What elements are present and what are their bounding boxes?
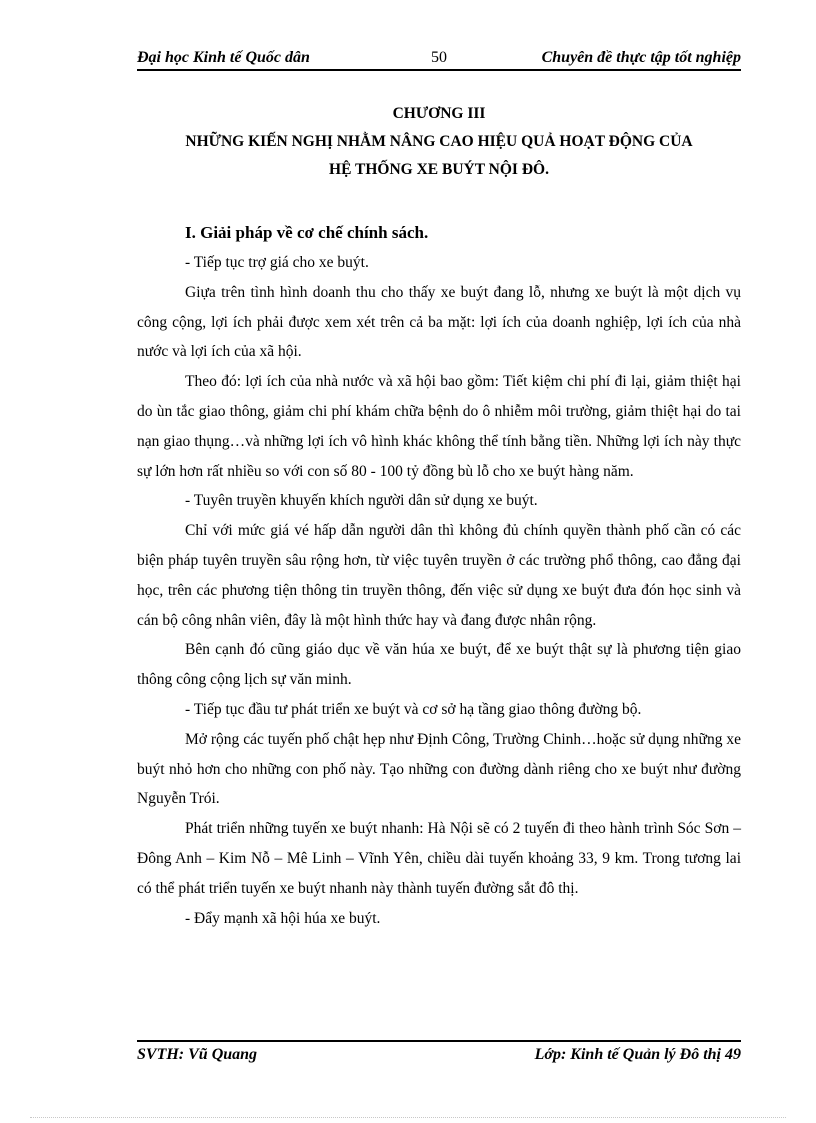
chapter-label: CHƯƠNG III [392, 105, 486, 122]
paragraph: - Tiếp tục trợ giá cho xe buýt. [185, 254, 369, 271]
chapter-title-block [137, 100, 741, 184]
paragraph: Chỉ với mức giá vé hấp dẫn người dân thì không đủ chính quyền thành phố cần có các biện pháp tuyên truyền sâu rộng hơn, từ việc tuyên truyền ở các trường phổ thông, cao đẳng đại học, trên các phương tiện thông tin truyền thông, đến việc sử dụng xe buýt đưa đón học sinh và cán bộ công nhân viên, đây là một hình thức hay và đang được nhân rộng. [137, 522, 741, 629]
footer-student: SVTH: Vũ Quang [137, 1046, 258, 1063]
header-document-type: Chuyên đề thực tập tốt nghiệp [541, 49, 741, 66]
paragraph: Giựa trên tình hình doanh thu cho thấy xe buýt đang lỗ, nhưng xe buýt là một dịch vụ công cộng, lợi ích phải được xem xét trên cả ba mặt: lợi ích của doanh nghiệp, lợi ích của nhà nước và lợi ích của xã hội. [137, 283, 741, 361]
page-number: 50 [431, 49, 447, 66]
paragraph: - Đẩy mạnh xã hội húa xe buýt. [185, 909, 381, 927]
chapter-title-line-2: HỆ THỐNG XE BUÝT NỘI ĐÔ. [329, 161, 549, 178]
chapter-title-line-1: NHỮNG KIẾN NGHỊ NHẰM NÂNG CAO HIỆU QUẢ HOẠT ĐỘNG CỦA [185, 133, 693, 150]
body-content [137, 218, 741, 933]
paragraph: Mở rộng các tuyến phố chật hẹp như Định Công, Trường Chinh…hoặc sử dụng những xe buýt nhỏ hơn cho những con phố này. Tạo những con đường dành riêng cho xe buýt như đường Nguyễn Trói. [137, 730, 741, 808]
footer-class: Lớp: Kinh tế Quản lý Đô thị 49 [534, 1046, 741, 1063]
paragraph: Bên cạnh đó cũng giáo dục về văn húa xe buýt, để xe buýt thật sự là phương tiện giao thông công cộng lịch sự văn minh. [137, 641, 741, 689]
page-bottom-divider [30, 1117, 786, 1119]
page-footer [137, 1040, 741, 1070]
paragraph: - Tuyên truyền khuyến khích người dân sử dụng xe buýt. [185, 492, 538, 510]
paragraph: - Tiếp tục đầu tư phát triển xe buýt và cơ sở hạ tầng giao thông đường bộ. [185, 700, 642, 718]
section-heading: I. Giải pháp về cơ chế chính sách. [185, 223, 429, 242]
header-university: Đại học Kinh tế Quốc dân [137, 49, 310, 66]
page-header [137, 47, 741, 71]
paragraph: Theo đó: lợi ích của nhà nước và xã hội bao gồm: Tiết kiệm chi phí đi lại, giảm thiệt hại do ùn tắc giao thông, giảm chi phí khám chữa bệnh do ô nhiễm môi trường, giảm thiệt hại do tai nạn giao thụng…và những lợi ích vô hình khác không thể tính bằng tiền. Những lợi ích này thực sự lớn hơn rất nhiều so với con số 80 - 100 tỷ đồng bù lỗ cho xe buýt hàng năm. [137, 373, 741, 480]
paragraph: Phát triển những tuyến xe buýt nhanh: Hà Nội sẽ có 2 tuyến đi theo hành trình Sóc Sơn – Đông Anh – Kim Nỗ – Mê Linh – Vĩnh Yên, chiều dài tuyến khoảng 33, 9 km. Trong tương lai có thể phát triển tuyến xe buýt nhanh này thành tuyến đường sắt đô thị. [137, 820, 741, 897]
